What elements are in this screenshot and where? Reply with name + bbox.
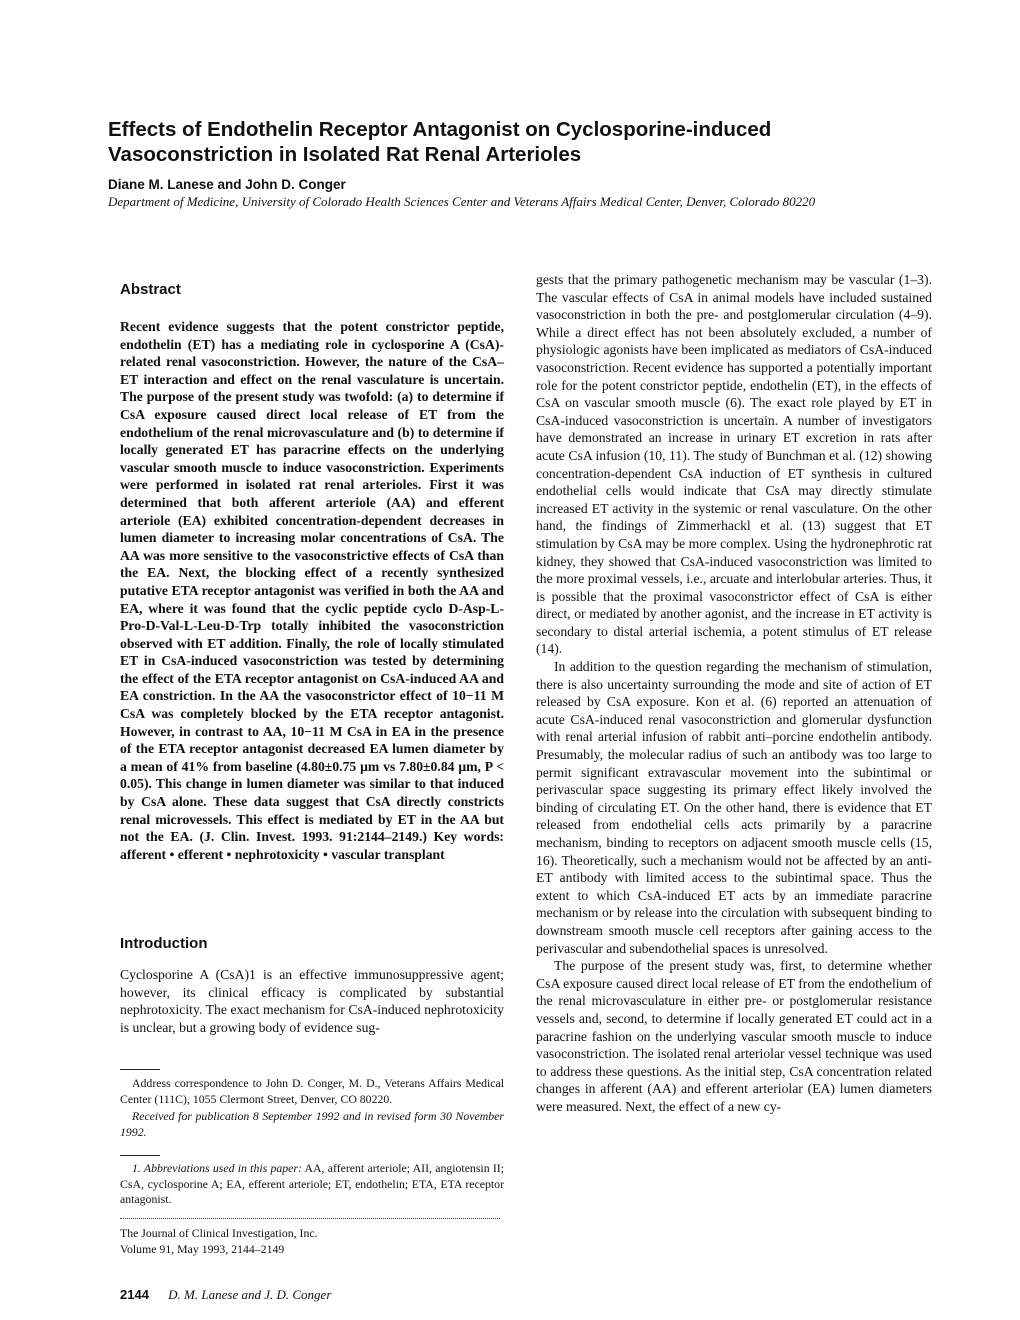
article-title: Effects of Endothelin Receptor Antagonist on Cyclosporine-induced Vasoconstriction in Isolated Rat Renal Arterioles bbox=[108, 118, 772, 166]
introduction-paragraph: Cyclosporine A (CsA)1 is an effective immunosuppressive agent; however, its clinical efficacy is complicated by substantial nephrotoxicity. The exact mechanism for CsA-induced nephrotoxicity is unclear, but a growing body of evidence sug- bbox=[120, 967, 504, 1035]
introduction-heading: Introduction bbox=[120, 935, 208, 952]
journal-rule bbox=[120, 1218, 500, 1219]
body-paragraph-1: gests that the primary pathogenetic mechanism may be vascular (1–3). The vascular effects of CsA in animal models have included sustained vasoconstriction in both the pre- and postglomerular circulation (4–9). While a direct effect has not been absolutely excluded, a number of physiologic agonists have been implicated as mediators of CsA-induced vasoconstriction. Recent evidence has supported a potentially important role for the potent constrictor peptide, endothelin (ET), in the effects of CsA on vascular smooth muscle (6). The exact role played by ET in CsA-induced vasoconstriction is uncertain. A number of investigators have demonstrated an increase in urinary ET excretion in rats after acute CsA infusion (10, 11). The study of Bunchman et al. (12) showing concentration-dependent CsA induction of ET synthesis in cultured endothelial cells would indicate that CsA may directly stimulate increased ET activity in the systemic or renal vasculature. On the other hand, the findings of Zimmerhackl et al. (13) suggest that ET stimulation by CsA may be more complex. Using the hydronephrotic rat kidney, they showed that CsA-induced vasoconstriction was limited to the more proximal vessels, i.e., arcuate and interlobular arteries. Thus, it is possible that the proximal vasoconstrictor effect of CsA is either direct, or mediated by another agonist, and the increase in ET activity is secondary to distal arterial ischemia, a potent stimulus of ET release (14). bbox=[536, 272, 932, 657]
abbreviation-note bbox=[120, 1161, 504, 1208]
received-note: Received for publication 8 September 1992 and in revised form 30 November 1992. bbox=[120, 1109, 504, 1139]
right-column bbox=[536, 271, 932, 1116]
running-authors: D. M. Lanese and J. D. Conger bbox=[168, 1287, 332, 1302]
abstract-heading: Abstract bbox=[120, 281, 181, 298]
journal-info bbox=[120, 1226, 504, 1257]
page-number: 2144 bbox=[120, 1287, 149, 1302]
correspondence-note bbox=[120, 1076, 504, 1140]
page-footer bbox=[120, 1287, 331, 1303]
correspondence-text: Address correspondence to John D. Conger, M. D., Veterans Affairs Medical Center (111C), 1055 Clermont Street, Denver, CO 80220. bbox=[120, 1076, 504, 1106]
abbreviation-rule bbox=[120, 1155, 160, 1156]
footnote-rule bbox=[120, 1069, 160, 1070]
body-paragraph-3: The purpose of the present study was, first, to determine whether CsA exposure caused direct local release of ET from the endothelium of the renal microvasculature in either pre- or postglomerular resistance vessels and, second, to determine if locally generated ET could act in a paracrine fashion on the underlying vascular smooth muscle to induce vasoconstriction. The isolated renal arteriolar vessel technique was used to address these questions. As the initial step, CsA concentration related changes in afferent (AA) and efferent arteriolar (EA) lumen diameters were measured. Next, the effect of a new cy- bbox=[536, 958, 932, 1114]
abstract-text: Recent evidence suggests that the potent constrictor peptide, endothelin (ET) has a mediating role in cyclosporine A (CsA)-related renal vasoconstriction. However, the nature of the CsA–ET interaction and effect on the renal vasculature is uncertain. The purpose of the present study was twofold: (a) to determine if CsA exposure caused direct local release of ET from the endothelium of the renal microvasculature and (b) to determine if locally generated ET has paracrine effects on the underlying vascular smooth muscle to induce vasoconstriction. Experiments were performed in isolated rat renal arterioles. First it was determined that both afferent arteriole (AA) and efferent arteriole (EA) exhibited concentration-dependent decreases in lumen diameter to increasing molar concentrations of CsA. The AA was more sensitive to the vasoconstrictive effects of CsA than the EA. Next, the blocking effect of a recently synthesized putative ETA receptor antagonist was verified in both the AA and EA, where it was found that the cyclic peptide cyclo D-Asp-L-Pro-D-Val-L-Leu-D-Trp totally inhibited the vasoconstriction observed with ET addition. Finally, the role of locally stimulated ET in CsA-induced vasoconstriction was tested by determining the effect of the ETA receptor antagonist on CsA-induced AA and EA constriction. In the AA the vasoconstrictor effect of 10−11 M CsA was completely blocked by the ETA receptor antagonist. However, in contrast to AA, 10−11 M CsA in EA in the presence of the ETA receptor antagonist decreased EA lumen diameter by a mean of 41% from baseline (4.80±0.75 μm vs 7.80±0.84 μm, P < 0.05). This change in lumen diameter was similar to that induced by CsA alone. These data suggest that CsA directly constricts renal microvessels. This effect is mediated by ET in the AA but not the EA. (J. Clin. Invest. 1993. 91:2144–2149.) Key words: afferent • efferent • nephrotoxicity • vascular transplant bbox=[120, 319, 504, 862]
introduction-section bbox=[120, 935, 504, 1036]
journal-name: The Journal of Clinical Investigation, Inc. bbox=[120, 1226, 318, 1240]
abbreviation-label: 1. Abbreviations used in this paper: bbox=[132, 1161, 302, 1175]
journal-volume: Volume 91, May 1993, 2144–2149 bbox=[120, 1241, 285, 1256]
abstract-section bbox=[120, 281, 504, 863]
affiliation: Department of Medicine, University of Colorado Health Sciences Center and Veterans Affairs Medical Center, Denver, Colorado 80220 bbox=[108, 194, 816, 209]
body-paragraph-2: In addition to the question regarding the mechanism of stimulation, there is also uncertainty surrounding the mode and site of action of ET released by CsA exposure. Kon et al. (6) reported an attenuation of acute CsA-induced renal vasoconstriction and glomerular dysfunction with renal arterial infusion of rabbit anti–porcine endothelin antibody. Presumably, the molecular radius of such an antibody was too large to permit significant extravascular movement into the subintimal or perivascular space suggesting its primary effect likely involved the binding of circulating ET. On the other hand, there is evidence that ET released from endothelial cells acts primarily by a paracrine mechanism, binding to receptors on adjacent smooth muscle cells (15, 16). Theoretically, such a mechanism would not be affected by an anti-ET antibody with limited access to the subintimal space. Thus the extent to which CsA-induced ET acts by an immediate paracrine mechanism or by release into the circulation with subsequent binding to downstream smooth muscle cell receptors after gaining access to the perivascular and subendothelial spaces is unresolved. bbox=[536, 659, 932, 956]
author-list: Diane M. Lanese and John D. Conger bbox=[108, 177, 346, 192]
abbreviation-text: AA, afferent arteriole; AII, angiotensin II; CsA, cyclosporine A; EA, efferent arteriole; ET, endothelin; ETA, ETA receptor antagonist. bbox=[120, 1161, 504, 1206]
